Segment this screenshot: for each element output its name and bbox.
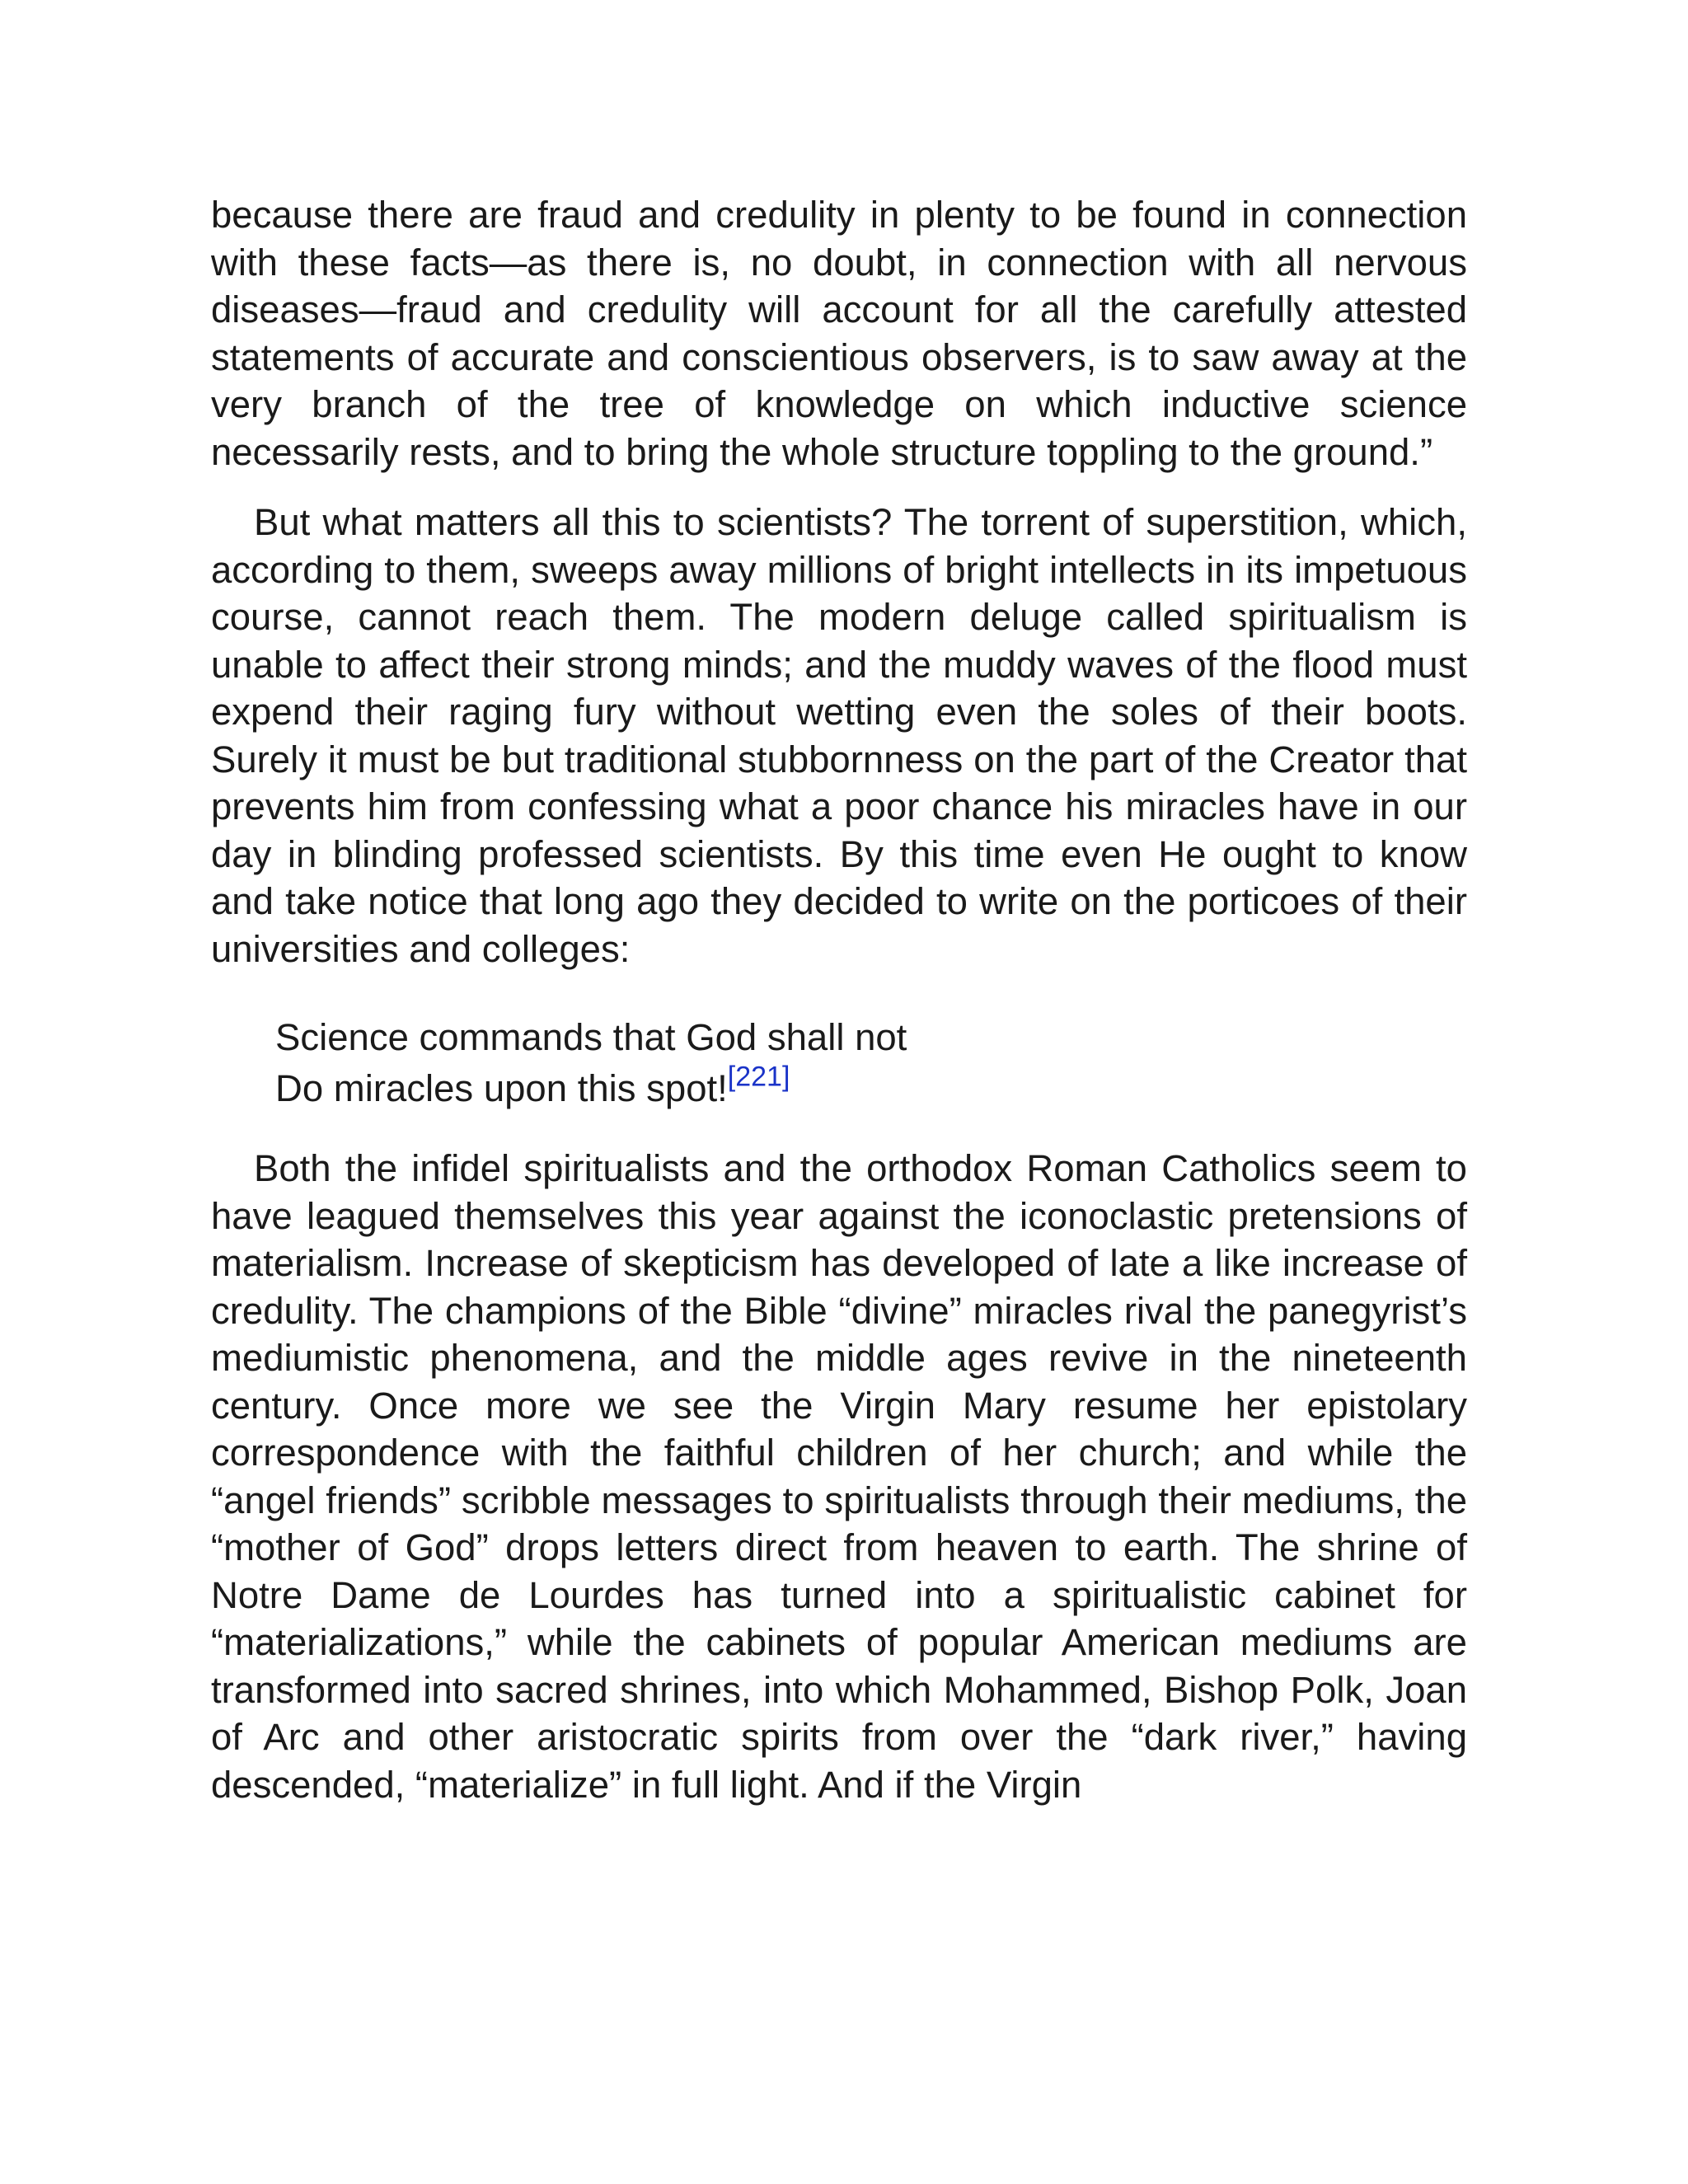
footnote-link-221[interactable]: [221] <box>727 1060 790 1092</box>
paragraph-2: But what matters all this to scientists? The torrent of superstition, which, according to them, sweeps away millions of bright intellects in its impetuous course, cannot reach them. The modern deluge called spiritualism is unable to affect their strong minds; and the muddy waves of the flood must expend their raging fury without wetting even the soles of their boots. Surely it must be but traditional stubbornness on the part of the Creator that prevents him from confessing what a poor chance his miracles have in our day in blinding professed scientists. By this time even He ought to know and take notice that long ago they decided to write on the porticoes of their universities and colleges: <box>211 501 1467 970</box>
verse-line-2 <box>275 1060 1467 1113</box>
verse-quote <box>211 1014 1467 1112</box>
page-text <box>211 191 1467 1808</box>
verse-line-2-text: Do miracles upon this spot! <box>275 1066 728 1109</box>
paragraph-1: because there are fraud and credulity in plenty to be found in connection with these facts—as there is, no doubt, in connection with all nervous diseases—fraud and credulity will account for all the carefully attested statements of accurate and conscientious observers, is to saw away at the very branch of the tree of knowledge on which inductive science necessarily rests, and to bring the whole structure toppling to the ground.” <box>211 194 1467 473</box>
paragraph-3: Both the infidel spiritualists and the orthodox Roman Catholics seem to have leagued themselves this year against the iconoclastic pretensions of materialism. Increase of skepticism has developed of late a like increase of credulity. The champions of the Bible “divine” miracles rival the panegyrist’s mediumistic phenomena, and the middle ages revive in the nineteenth century. Once more we see the Virgin Mary resume her epistolary correspondence with the faithful children of her church; and while the “angel friends” scribble messages to spiritualists through their mediums, the “mother of God” drops letters direct from heaven to earth. The shrine of Notre Dame de Lourdes has turned into a spiritualistic cabinet for “materializations,” while the cabinets of popular American mediums are transformed into sacred shrines, into which Mohammed, Bishop Polk, Joan of Arc and other aristocratic spirits from over the “dark river,” having descended, “materialize” in full light. And if the Virgin <box>211 1147 1467 1806</box>
verse-line-1: Science commands that God shall not <box>275 1016 907 1058</box>
